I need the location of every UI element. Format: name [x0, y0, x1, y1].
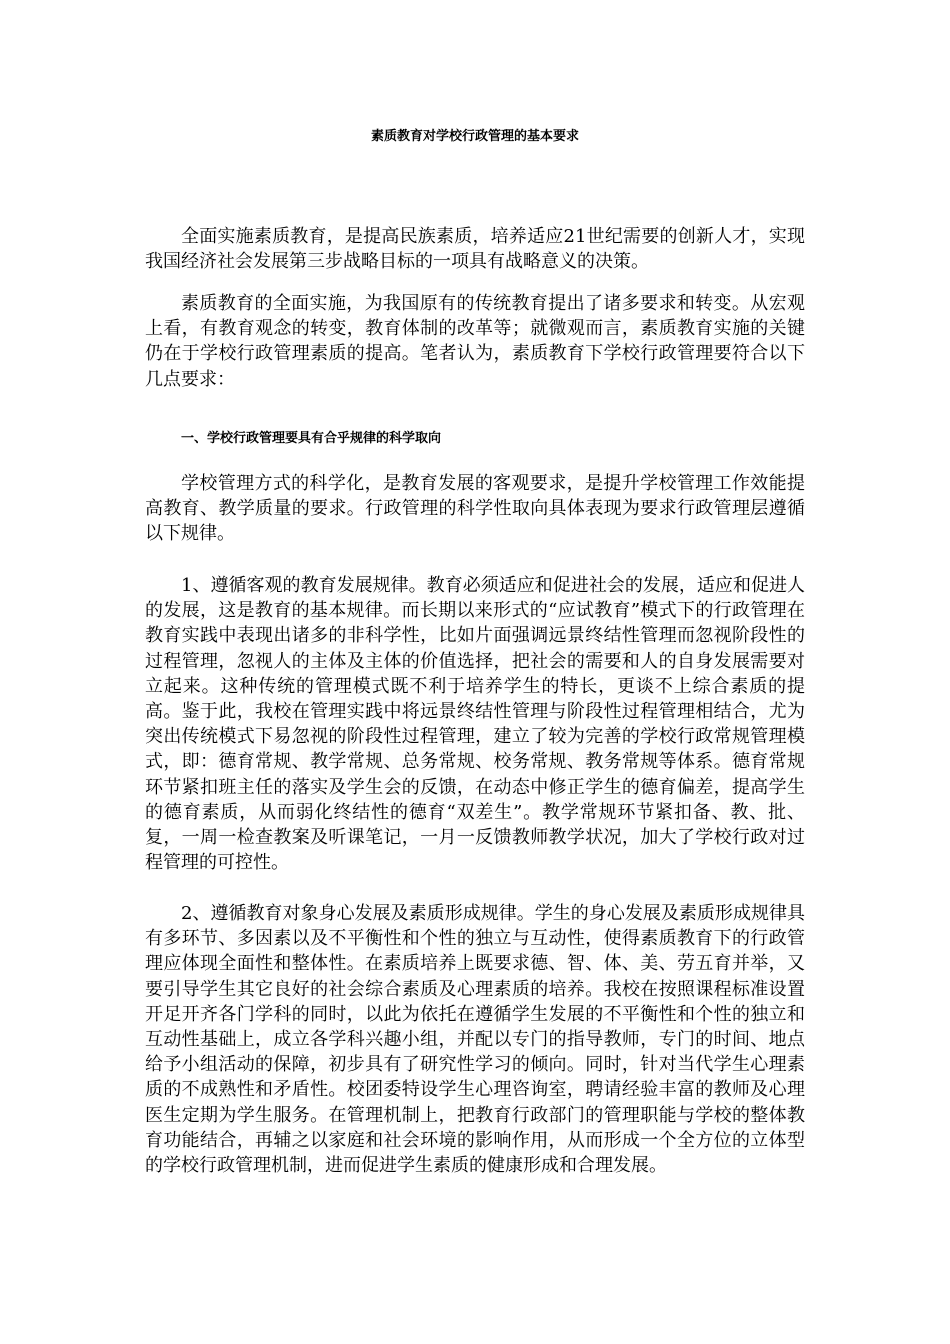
section-intro-paragraph: 学校管理方式的科学化，是教育发展的客观要求，是提升学校管理工作效能提高教育、教学质量的要求。行政管理的科学性取向具体表现为要求行政管理层遵循以下规律。 [145, 473, 805, 545]
document-title: 素质教育对学校行政管理的基本要求 [370, 129, 579, 144]
intro-paragraph: 全面实施素质教育，是提高民族素质，培养适应21世纪需要的创新人才，实现我国经济社会发展第三步战略目标的一项具有战略意义的决策。 [145, 226, 805, 273]
overview-paragraph: 素质教育的全面实施，为我国原有的传统教育提出了诸多要求和转变。从宏观上看，有教育观念的转变，教育体制的改革等；就微观而言，素质教育实施的关键仍在于学校行政管理素质的提高。笔者认为，素质教育下学校行政管理要符合以下几点要求： [145, 293, 805, 390]
point-1-paragraph: 1、遵循客观的教育发展规律。教育必须适应和促进社会的发展，适应和促进人的发展，这是教育的基本规律。而长期以来形式的“应试教育”模式下的行政管理在教育实践中表现出诸多的非科学性，比如片面强调远景终结性管理而忽视阶段性的过程管理，忽视人的主体及主体的价值选择，把社会的需要和人的自身发展需要对立起来。这种传统的管理模式既不利于培养学生的特长，更谈不上综合素质的提高。鉴于此，我校在管理实践中将远景终结性管理与阶段性过程管理相结合，尤为突出传统模式下易忽视的阶段性过程管理，建立了较为完善的学校行政常规管理模式，即：德育常规、教学常规、总务常规、校务常规、教务常规等体系。德育常规环节紧扣班主任的落实及学生会的反馈，在动态中修正学生的德育偏差，提高学生的德育素质，从而弱化终结性的德育“双差生”。教学常规环节紧扣备、教、批、复，一周一检查教案及听课笔记，一月一反馈教师教学状况，加大了学校行政对过程管理的可控性。 [145, 575, 805, 874]
section-heading: 一、学校行政管理要具有合乎规律的科学取向 [181, 431, 442, 446]
point-2-paragraph: 2、遵循教育对象身心发展及素质形成规律。学生的身心发展及素质形成规律具有多环节、多因素以及不平衡性和个性的独立与互动性，使得素质教育下的行政管理应体现全面性和整体性。在素质培养上既要求德、智、体、美、劳五育并举，又要引导学生其它良好的社会综合素质及心理素质的培养。我校在按照课程标准设置开足开齐各门学科的同时，以此为依托在遵循学生发展的不平衡性和个性的独立和互动性基础上，成立各学科兴趣小组，并配以专门的指导教师，专门的时间、地点给予小组活动的保障，初步具有了研究性学习的倾向。同时，针对当代学生心理素质的不成熟性和矛盾性。校团委特设学生心理咨询室，聘请经验丰富的教师及心理医生定期为学生服务。在管理机制上，把教育行政部门的管理职能与学校的整体教育功能结合，再辅之以家庭和社会环境的影响作用，从而形成一个全方位的立体型的学校行政管理机制，进而促进学生素质的健康形成和合理发展。 [145, 903, 805, 1177]
